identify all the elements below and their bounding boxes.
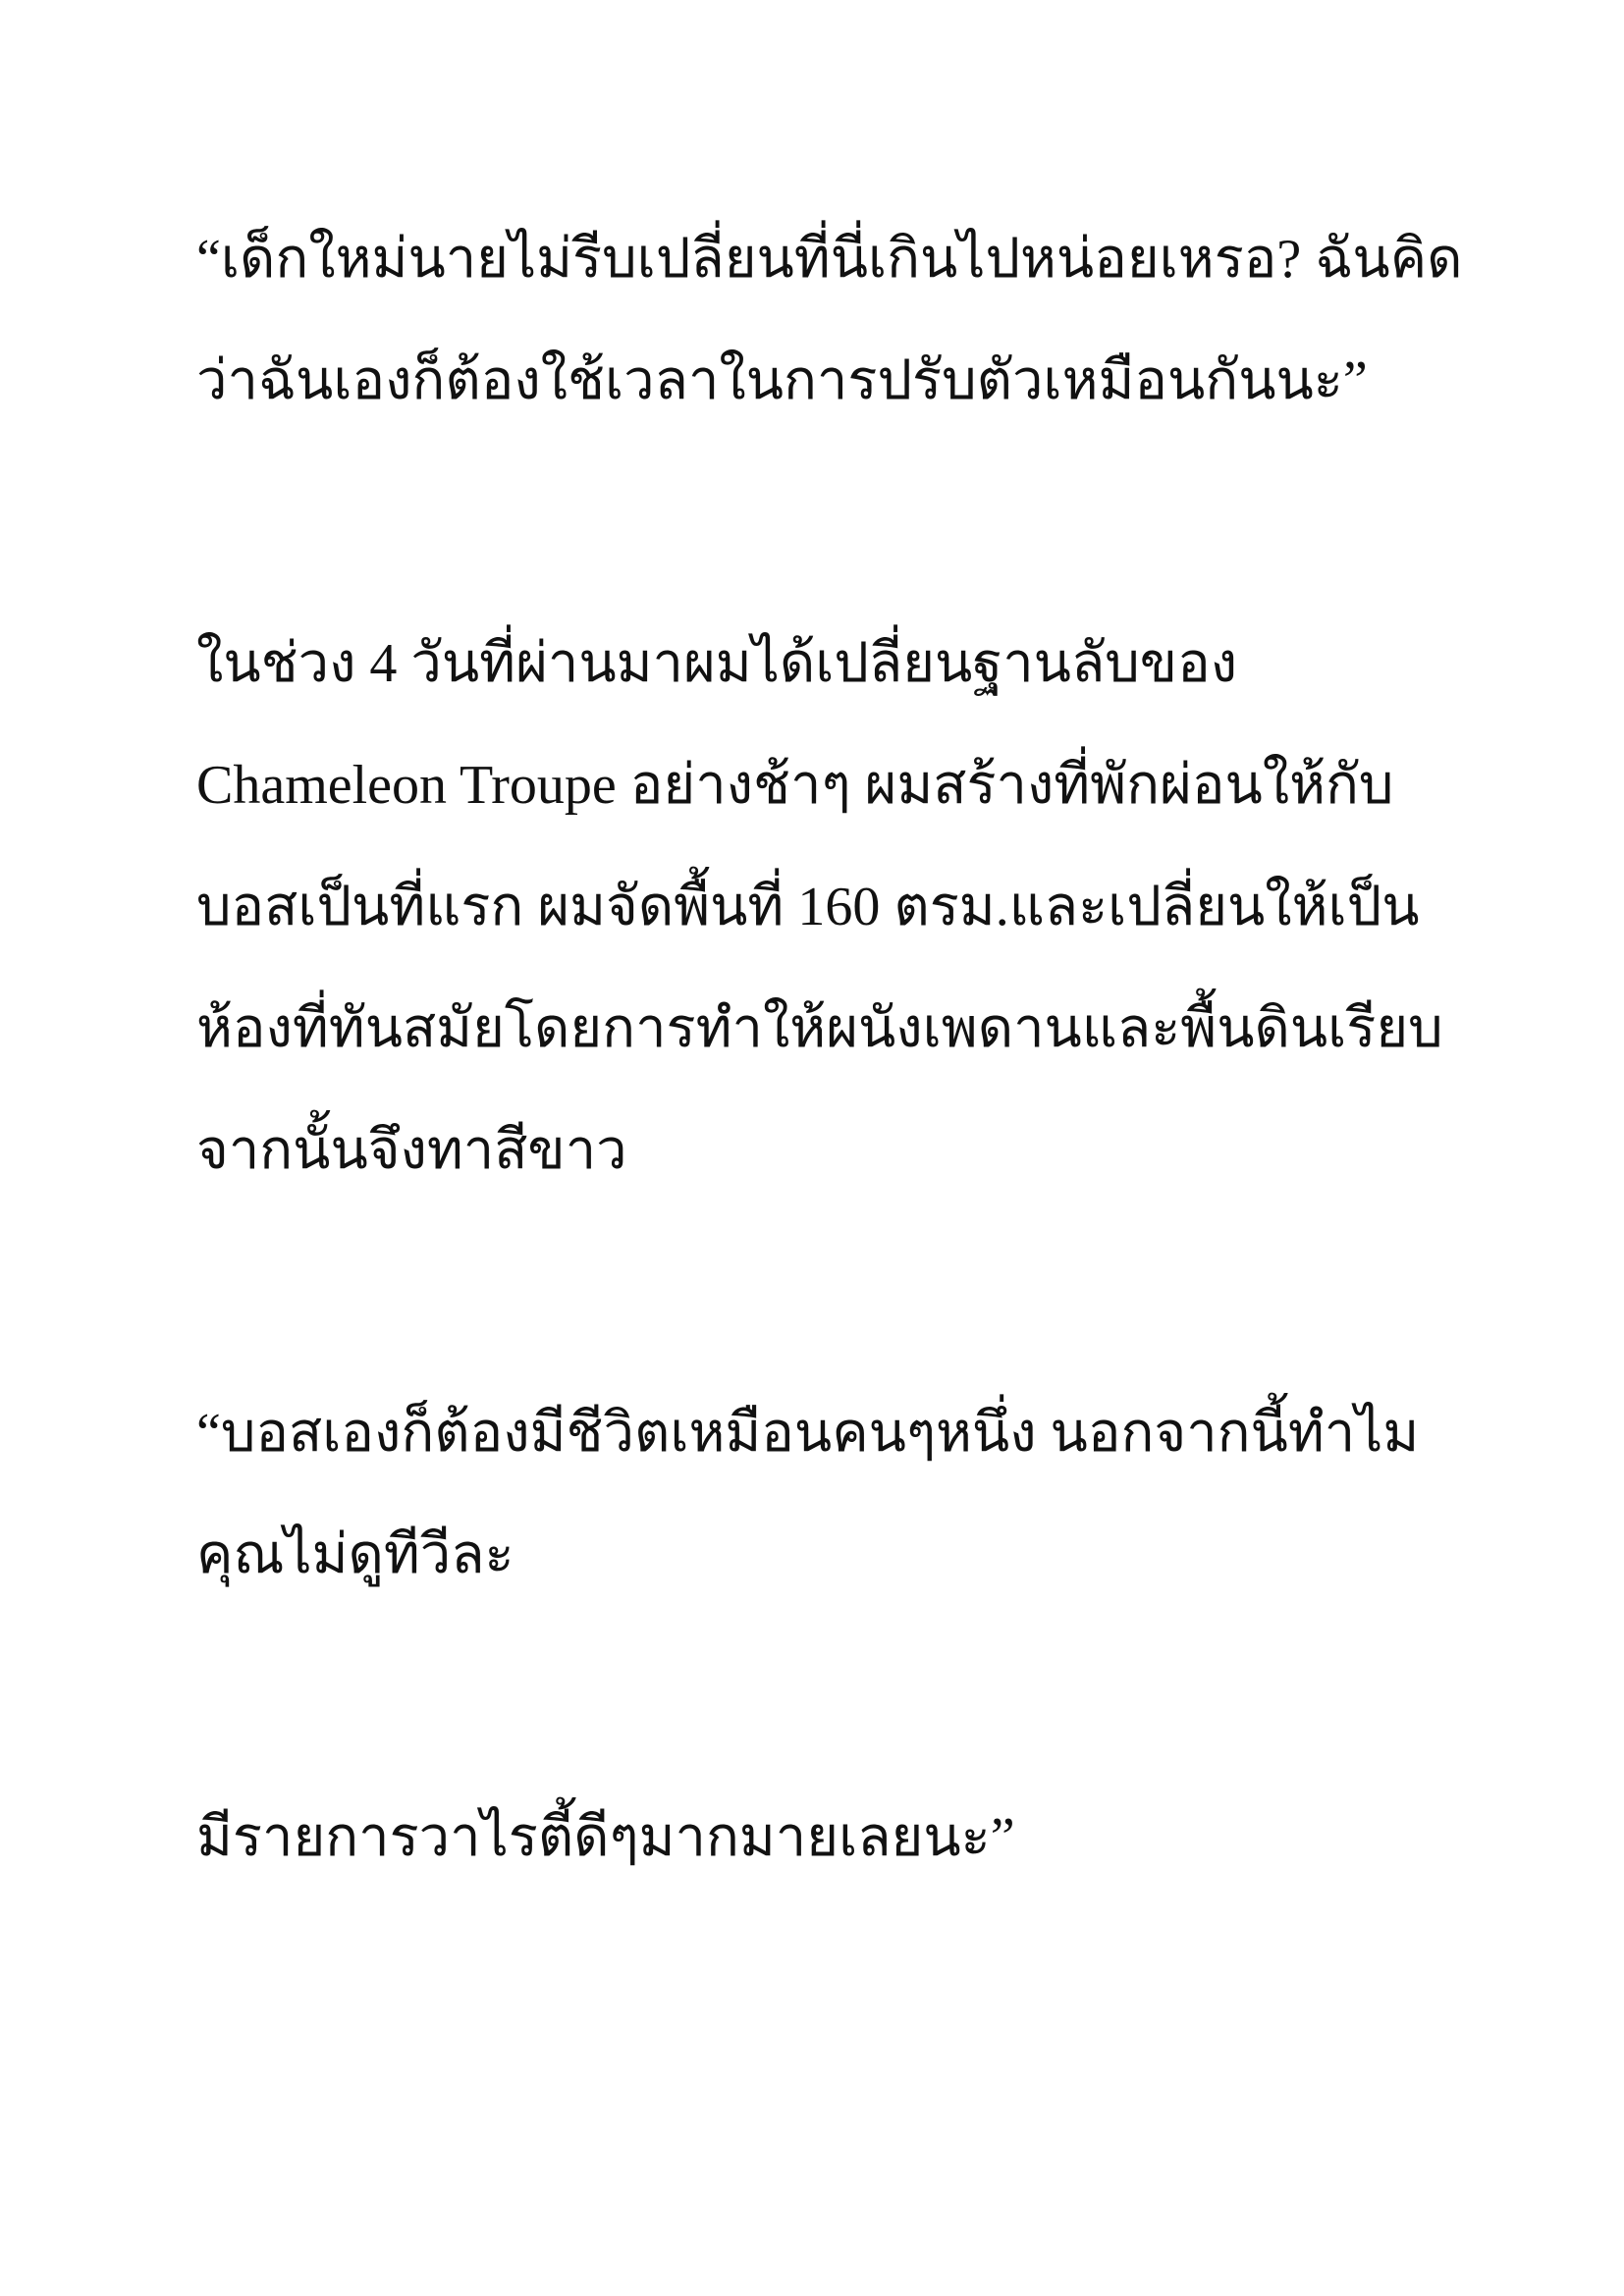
text-line: คุณไม่ดูทีวีละ [196, 1524, 514, 1585]
text-line: ห้องที่ทันสมัยโดยการทำให้ผนังเพดานและพื้นดินเรียบ [196, 998, 1443, 1059]
text-line: Chameleon Troupe อย่างช้าๆ ผมสร้างที่พักผ่อนให้กับ [196, 755, 1394, 816]
text-line: “เด็กใหม่นายไม่รีบเปลี่ยนที่นี่เกินไปหน่อยเหรอ? ฉันคิด [196, 229, 1463, 290]
text-line: “บอสเองก็ต้องมีชีวิตเหมือนคนๆหนึ่ง นอกจากนี้ทำไม [196, 1403, 1420, 1464]
text-line: จากนั้นจึงทาสีขาว [196, 1120, 627, 1181]
text-line: ในช่วง 4 วันที่ผ่านมาผมได้เปลี่ยนฐานลับของ [196, 633, 1238, 694]
text-line: มีรายการวาไรตี้ดีๆมากมายเลยนะ” [196, 1807, 1015, 1868]
text-line: ว่าฉันเองก็ต้องใช้เวลาในการปรับตัวเหมือนกันนะ” [196, 350, 1368, 411]
text-line: บอสเป็นที่แรก ผมจัดพื้นที่ 160 ตรม.และเปลี่ยนให้เป็น [196, 877, 1420, 937]
